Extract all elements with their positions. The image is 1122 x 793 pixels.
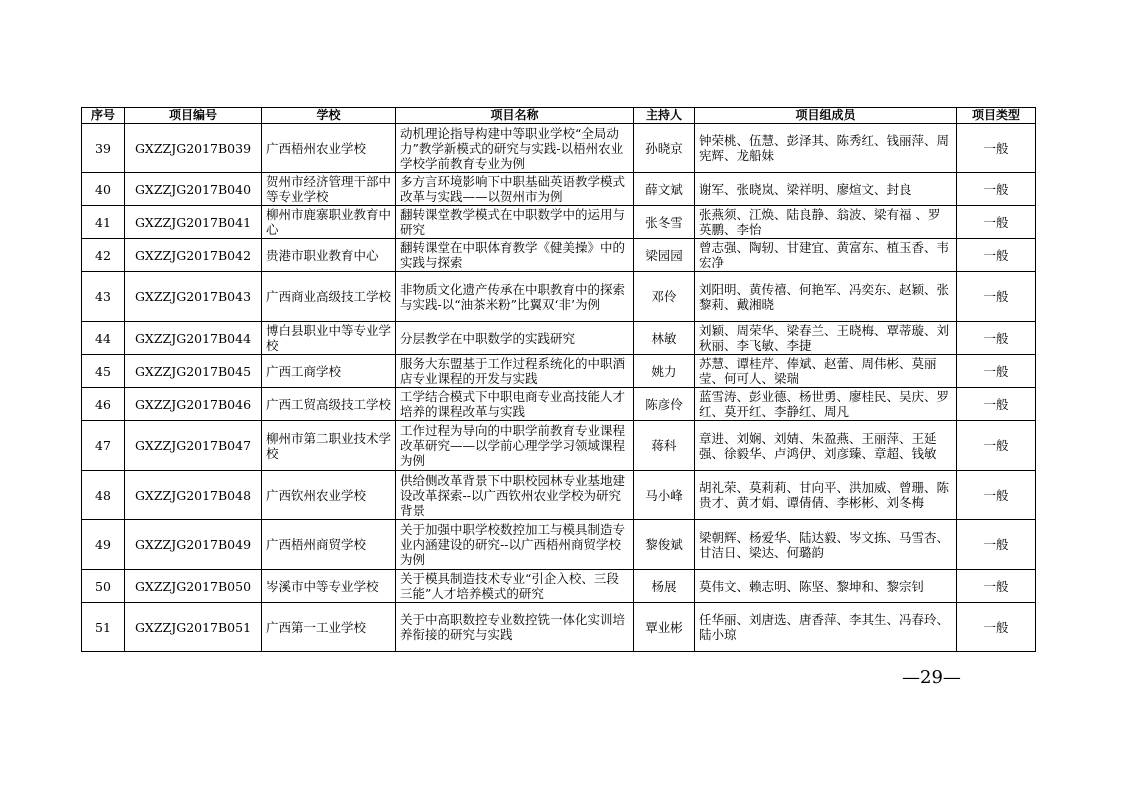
cell-project-type: 一般	[957, 421, 1036, 471]
table-row	[82, 173, 1036, 206]
cell-members: 胡礼荣、莫莉莉、甘向平、洪加威、曾珊、陈贵才、黄才娟、谭倩倩、李彬彬、刘冬梅	[695, 471, 957, 520]
cell-members: 刘颖、周荣华、梁春兰、王晓梅、覃蒂璇、刘秋丽、李飞敏、李捷	[695, 322, 957, 355]
cell-leader: 孙晓京	[634, 124, 695, 173]
table-row	[82, 124, 1036, 173]
cell-project-code: GXZZJG2017B044	[125, 322, 262, 355]
cell-school: 贺州市经济管理干部中等专业学校	[262, 173, 396, 206]
cell-project-code: GXZZJG2017B042	[125, 239, 262, 272]
table-row	[82, 570, 1036, 603]
cell-leader: 覃业彬	[634, 603, 695, 652]
cell-school: 广西工贸高级技工学校	[262, 388, 396, 421]
cell-project-type: 一般	[957, 388, 1036, 421]
cell-project-code: GXZZJG2017B047	[125, 421, 262, 471]
table-row	[82, 421, 1036, 471]
cell-leader: 张冬雪	[634, 206, 695, 239]
cell-school: 广西梧州农业学校	[262, 124, 396, 173]
cell-serial: 44	[82, 322, 125, 355]
cell-leader: 黎俊斌	[634, 520, 695, 570]
cell-project-type: 一般	[957, 471, 1036, 520]
page-number: —29—	[902, 667, 961, 688]
header-leader: 主持人	[634, 108, 695, 124]
cell-project-type: 一般	[957, 322, 1036, 355]
cell-project-name: 多方言环境影响下中职基础英语教学模式改革与实践——以贺州市为例	[396, 173, 634, 206]
cell-members: 苏慧、谭桂芹、俸斌、赵蕾、周伟彬、莫丽莹、何可人、梁瑞	[695, 355, 957, 388]
cell-project-name: 分层教学在中职数学的实践研究	[396, 322, 634, 355]
cell-project-name: 非物质文化遗产传承在中职教育中的探索与实践-以“油茶米粉”比翼双‘非’为例	[396, 272, 634, 322]
table-header-row	[82, 108, 1036, 124]
cell-serial: 49	[82, 520, 125, 570]
table-row	[82, 206, 1036, 239]
cell-leader: 马小峰	[634, 471, 695, 520]
cell-members: 张燕须、江焕、陆良静、翁波、梁有福 、罗英鹏、李怡	[695, 206, 957, 239]
cell-project-code: GXZZJG2017B048	[125, 471, 262, 520]
cell-school: 博白县职业中等专业学校	[262, 322, 396, 355]
table-row	[82, 603, 1036, 652]
cell-project-name: 工学结合模式下中职电商专业高技能人才培养的课程改革与实践	[396, 388, 634, 421]
cell-leader: 蒋科	[634, 421, 695, 471]
cell-members: 任华丽、刘唐选、唐香萍、李其生、冯春玲、陆小琼	[695, 603, 957, 652]
cell-project-name: 翻转课堂教学模式在中职数学中的运用与研究	[396, 206, 634, 239]
cell-members: 章进、刘娴、刘婧、朱盈燕、王丽萍、王延强、徐毅华、卢鸿伊、刘彦臻、章超、钱敏	[695, 421, 957, 471]
cell-project-code: GXZZJG2017B040	[125, 173, 262, 206]
header-school: 学校	[262, 108, 396, 124]
cell-school: 广西钦州农业学校	[262, 471, 396, 520]
cell-project-name: 服务大东盟基于工作过程系统化的中职酒店专业课程的开发与实践	[396, 355, 634, 388]
cell-project-type: 一般	[957, 124, 1036, 173]
cell-project-name: 翻转课堂在中职体育教学《健美操》中的实践与探索	[396, 239, 634, 272]
cell-project-name: 关于中高职数控专业数控铣一体化实训培养衔接的研究与实践	[396, 603, 634, 652]
cell-school: 广西梧州商贸学校	[262, 520, 396, 570]
cell-members: 莫伟文、赖志明、陈坚、黎坤和、黎宗钊	[695, 570, 957, 603]
cell-project-code: GXZZJG2017B045	[125, 355, 262, 388]
cell-leader: 梁园园	[634, 239, 695, 272]
cell-project-type: 一般	[957, 206, 1036, 239]
cell-serial: 47	[82, 421, 125, 471]
cell-project-type: 一般	[957, 355, 1036, 388]
cell-school: 岑溪市中等专业学校	[262, 570, 396, 603]
cell-project-code: GXZZJG2017B049	[125, 520, 262, 570]
header-serial: 序号	[82, 108, 125, 124]
cell-leader: 姚力	[634, 355, 695, 388]
project-table	[81, 107, 1036, 652]
cell-project-name: 关于加强中职学校数控加工与模具制造专业内涵建设的研究--以广西梧州商贸学校为例	[396, 520, 634, 570]
cell-project-type: 一般	[957, 570, 1036, 603]
cell-leader: 邓伶	[634, 272, 695, 322]
header-project-type: 项目类型	[957, 108, 1036, 124]
table-row	[82, 471, 1036, 520]
table-row	[82, 322, 1036, 355]
cell-leader: 林敏	[634, 322, 695, 355]
cell-project-name: 工作过程为导向的中职学前教育专业课程改革研究——以学前心理学学习领域课程为例	[396, 421, 634, 471]
cell-project-name: 关于模具制造技术专业“引企入校、三段三能”人才培养模式的研究	[396, 570, 634, 603]
header-members: 项目组成员	[695, 108, 957, 124]
cell-project-type: 一般	[957, 603, 1036, 652]
cell-project-type: 一般	[957, 520, 1036, 570]
cell-serial: 43	[82, 272, 125, 322]
cell-project-code: GXZZJG2017B050	[125, 570, 262, 603]
cell-members: 钟荣桃、伍慧、彭泽其、陈秀红、钱丽萍、周宪辉、龙船妹	[695, 124, 957, 173]
cell-school: 广西工商学校	[262, 355, 396, 388]
cell-serial: 42	[82, 239, 125, 272]
cell-leader: 薛文斌	[634, 173, 695, 206]
cell-leader: 杨展	[634, 570, 695, 603]
cell-project-type: 一般	[957, 173, 1036, 206]
cell-serial: 51	[82, 603, 125, 652]
cell-project-type: 一般	[957, 239, 1036, 272]
cell-serial: 45	[82, 355, 125, 388]
cell-school: 广西商业高级技工学校	[262, 272, 396, 322]
table-row	[82, 239, 1036, 272]
header-project-code: 项目编号	[125, 108, 262, 124]
cell-serial: 39	[82, 124, 125, 173]
cell-project-type: 一般	[957, 272, 1036, 322]
cell-serial: 50	[82, 570, 125, 603]
cell-serial: 46	[82, 388, 125, 421]
cell-project-name: 供给侧改革背景下中职校园林专业基地建设改革探索--以广西钦州农业学校为研究背景	[396, 471, 634, 520]
cell-members: 梁朝辉、杨爱华、陆达毅、岑文拣、马雪杏、甘洁日、梁达、何璐韵	[695, 520, 957, 570]
cell-project-name: 动机理论指导构建中等职业学校“全局动力”教学新模式的研究与实践-以梧州农业学校学前教育专业为例	[396, 124, 634, 173]
cell-school: 贵港市职业教育中心	[262, 239, 396, 272]
cell-project-code: GXZZJG2017B051	[125, 603, 262, 652]
cell-members: 刘阳明、黄传禧、何艳军、冯奕东、赵颖、张黎莉、戴湘晓	[695, 272, 957, 322]
table-row	[82, 355, 1036, 388]
cell-project-code: GXZZJG2017B043	[125, 272, 262, 322]
cell-project-code: GXZZJG2017B041	[125, 206, 262, 239]
cell-project-code: GXZZJG2017B039	[125, 124, 262, 173]
table-row	[82, 520, 1036, 570]
cell-school: 柳州市第二职业技术学校	[262, 421, 396, 471]
cell-serial: 40	[82, 173, 125, 206]
cell-leader: 陈彦伶	[634, 388, 695, 421]
cell-project-code: GXZZJG2017B046	[125, 388, 262, 421]
table-row	[82, 388, 1036, 421]
cell-serial: 41	[82, 206, 125, 239]
header-project-name: 项目名称	[396, 108, 634, 124]
cell-serial: 48	[82, 471, 125, 520]
cell-members: 蓝雪涛、彭业德、杨世勇、廖桂民、吴庆、罗红、莫开红、李静红、周凡	[695, 388, 957, 421]
cell-school: 广西第一工业学校	[262, 603, 396, 652]
cell-school: 柳州市鹿寨职业教育中心	[262, 206, 396, 239]
cell-members: 谢军、张晓岚、梁祥明、廖煊文、封良	[695, 173, 957, 206]
table-row	[82, 272, 1036, 322]
cell-members: 曾志强、陶轫、甘建宜、黄富东、植玉香、韦宏净	[695, 239, 957, 272]
